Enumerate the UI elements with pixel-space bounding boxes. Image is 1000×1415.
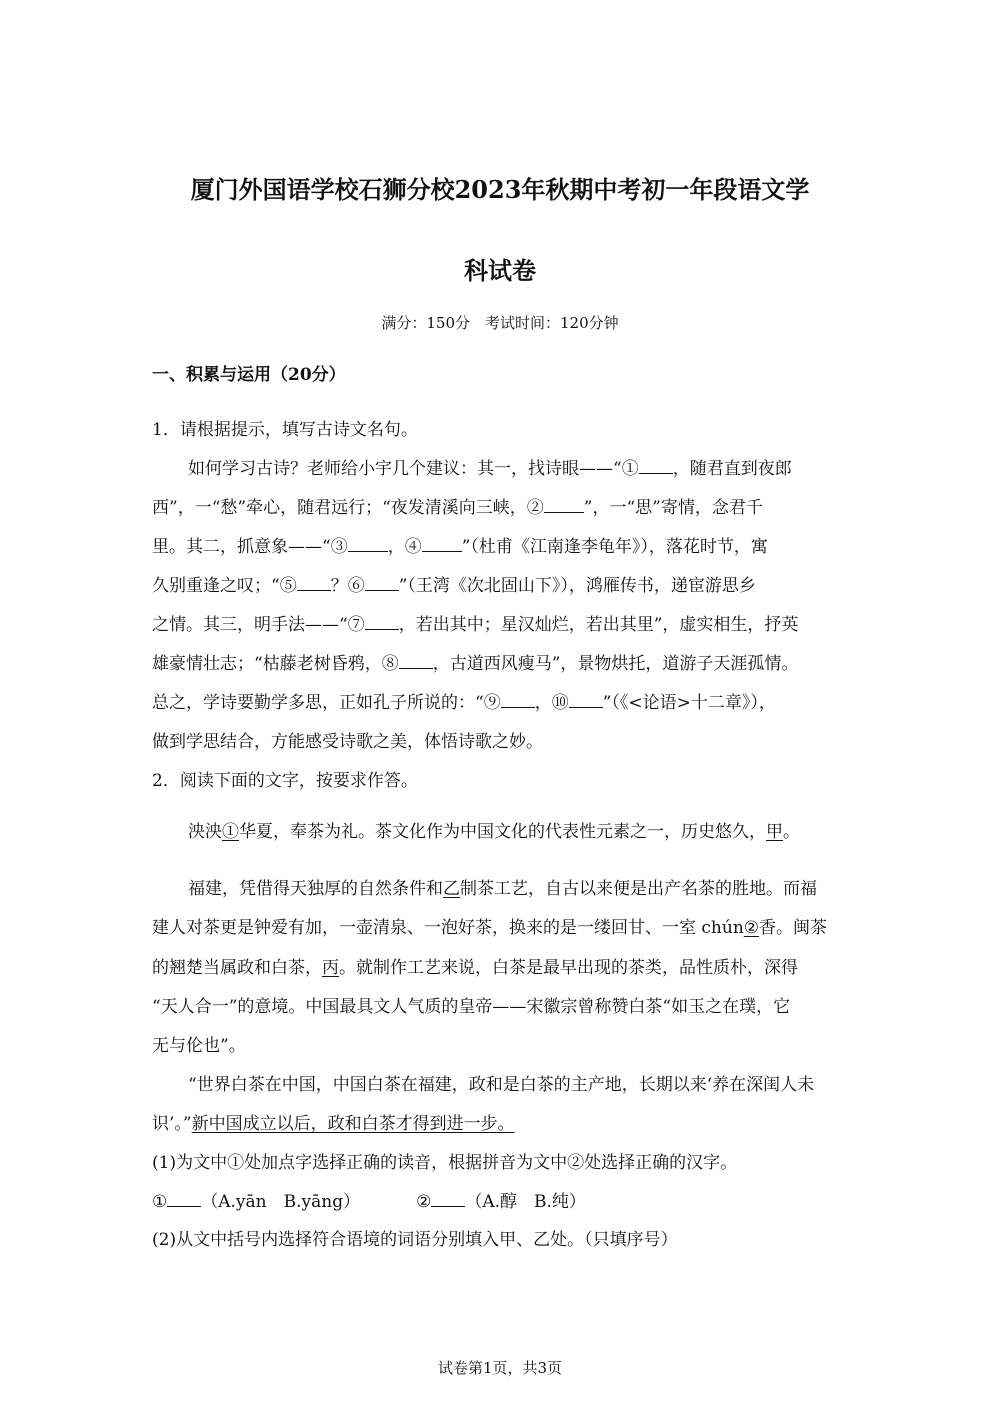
q1-text: ，古道西风瘦马”，景物烘托，道游子天涯孤情。 (432, 654, 799, 674)
sub-question-1-options (152, 1191, 852, 1213)
q1-line-2 (152, 497, 852, 519)
passage-text: 福建，凭借得天独厚的自然条件和 (188, 879, 443, 899)
q1-text: 久别重逢之叹；“⑤ (152, 576, 297, 596)
q1-text: 雄豪情壮志；“枯藤老树昏鸦，⑧ (152, 654, 399, 674)
passage-para-2-line-2 (152, 917, 852, 939)
passage-para-3-line-1: “世界白茶在中国，中国白茶在福建，政和是白茶的主产地，长期以来‘养在深闺人未 (188, 1075, 815, 1095)
q1-text: ”（杜甫《江南逢李龟年》），落花时节，寓 (461, 537, 768, 557)
answer-blank-4[interactable] (422, 536, 462, 552)
q1-text: 如何学习古诗？老师给小宇几个建议：其一，找诗眼——“① (188, 459, 639, 479)
passage-para-2-line-4: “天人合一”的意境。中国最具文人气质的皇帝——宋徽宗曾称赞白茶“如玉之在璞，它 (152, 997, 791, 1017)
passage-para-2-line-3 (152, 957, 852, 979)
passage-text: 。 (783, 822, 800, 842)
q1-line-5 (152, 614, 852, 636)
q1-text: ”（王湾《次北固山下》），鸿雁传书，递宦游思乡 (398, 576, 756, 596)
passage-text: 建人对茶更是钟爱有加，一壶清泉、一泡好茶，换来的是一缕回甘、一室 chún (152, 918, 744, 938)
q1-text: ”，一“思”寄情，念君千 (583, 498, 763, 518)
answer-blank-10[interactable] (569, 692, 603, 708)
sub-question-1: (1)为文中①处加点字选择正确的读音，根据拼音为文中②处选择正确的汉字。 (152, 1153, 738, 1173)
exam-title-line2: 科试卷 (464, 256, 536, 285)
marker-1: ① (222, 822, 239, 842)
section-heading: 一、积累与运用（20分） (152, 365, 346, 385)
passage-para-2-line-1 (152, 878, 888, 900)
passage-text: 香。闽茶 (759, 918, 828, 938)
sub-question-2: (2)从文中括号内选择符合语境的词语分别填入甲、乙处。（只填序号） (152, 1230, 678, 1250)
answer-blank-3[interactable] (348, 536, 388, 552)
passage-text: 泱泱 (188, 822, 222, 842)
underlined-sentence: 新中国成立以后，政和白茶才得到进一步。 (191, 1114, 515, 1134)
q1-line-4 (152, 575, 852, 597)
q1-text: ？⑥ (330, 576, 365, 596)
passage-text: 的翘楚当属政和白茶， (152, 958, 322, 978)
option-label: ① (152, 1192, 168, 1212)
q1-text: ”（《<论语>十二章》）， (602, 693, 776, 713)
passage-para-2-line-5: 无与伦也”。 (152, 1036, 246, 1056)
answer-blank-5[interactable] (297, 575, 331, 591)
q1-text: 西”，一“愁”牵心，随君远行；“夜发清溪向三峡，② (152, 498, 544, 518)
answer-blank-7[interactable] (365, 614, 399, 630)
option-choices: （A.醇 B.纯） (465, 1192, 586, 1212)
question-1-prompt: 1．请根据提示，填写古诗文名句。 (152, 420, 418, 440)
passage-para-3-line-2 (152, 1113, 852, 1135)
q1-line-6 (152, 653, 852, 675)
answer-blank-1[interactable] (639, 458, 673, 474)
page-footer: 试卷第1页，共3页 (437, 1359, 563, 1377)
answer-blank-sub1-2[interactable] (431, 1191, 465, 1207)
q1-text: ，④ (387, 537, 422, 557)
exam-meta: 满分：150分 考试时间：120分钟 (381, 314, 619, 332)
question-2-prompt: 2．阅读下面的文字，按要求作答。 (152, 771, 418, 791)
q1-text: ，若出其中；星汉灿烂，若出其里”，虚实相生，抒英 (398, 615, 799, 635)
option-label: ② (416, 1192, 432, 1212)
q1-line-3 (152, 536, 852, 558)
q1-line-8: 做到学思结合，方能感受诗歌之美，体悟诗歌之妙。 (152, 732, 543, 752)
passage-para-1 (152, 821, 888, 843)
marker-jia: 甲 (766, 822, 783, 842)
marker-2: ② (743, 918, 760, 938)
passage-text: 华夏，奉茶为礼。茶文化作为中国文化的代表性元素之一，历史悠久， (239, 822, 766, 842)
exam-title-line1: 厦门外国语学校石狮分校2023年秋期中考初一年段语文学 (190, 175, 810, 204)
q1-text: 之情。其三，明手法——“⑦ (152, 615, 365, 635)
q1-text: 里。其二，抓意象——“③ (152, 537, 348, 557)
answer-blank-sub1-1[interactable] (167, 1191, 201, 1207)
passage-text: 。就制作工艺来说，白茶是最早出现的茶类，品性质朴，深得 (339, 958, 798, 978)
answer-blank-8[interactable] (399, 653, 433, 669)
passage-text: 识’。” (152, 1114, 192, 1134)
passage-text: 制茶工艺，自古以来便是出产名茶的胜地。而福 (460, 879, 817, 899)
marker-yi: 乙 (443, 879, 460, 899)
option-choices: （A.yān B.yāng） (201, 1192, 361, 1212)
q1-text: ，随君直到夜郎 (672, 459, 792, 479)
answer-blank-6[interactable] (365, 575, 399, 591)
q1-line-7 (152, 692, 852, 714)
marker-bing: 丙 (322, 958, 339, 978)
answer-blank-9[interactable] (501, 692, 535, 708)
q1-text: ，⑩ (534, 693, 569, 713)
answer-blank-2[interactable] (544, 497, 584, 513)
q1-text: 总之，学诗要勤学多思，正如孔子所说的：“⑨ (152, 693, 501, 713)
q1-line-1 (152, 458, 888, 480)
